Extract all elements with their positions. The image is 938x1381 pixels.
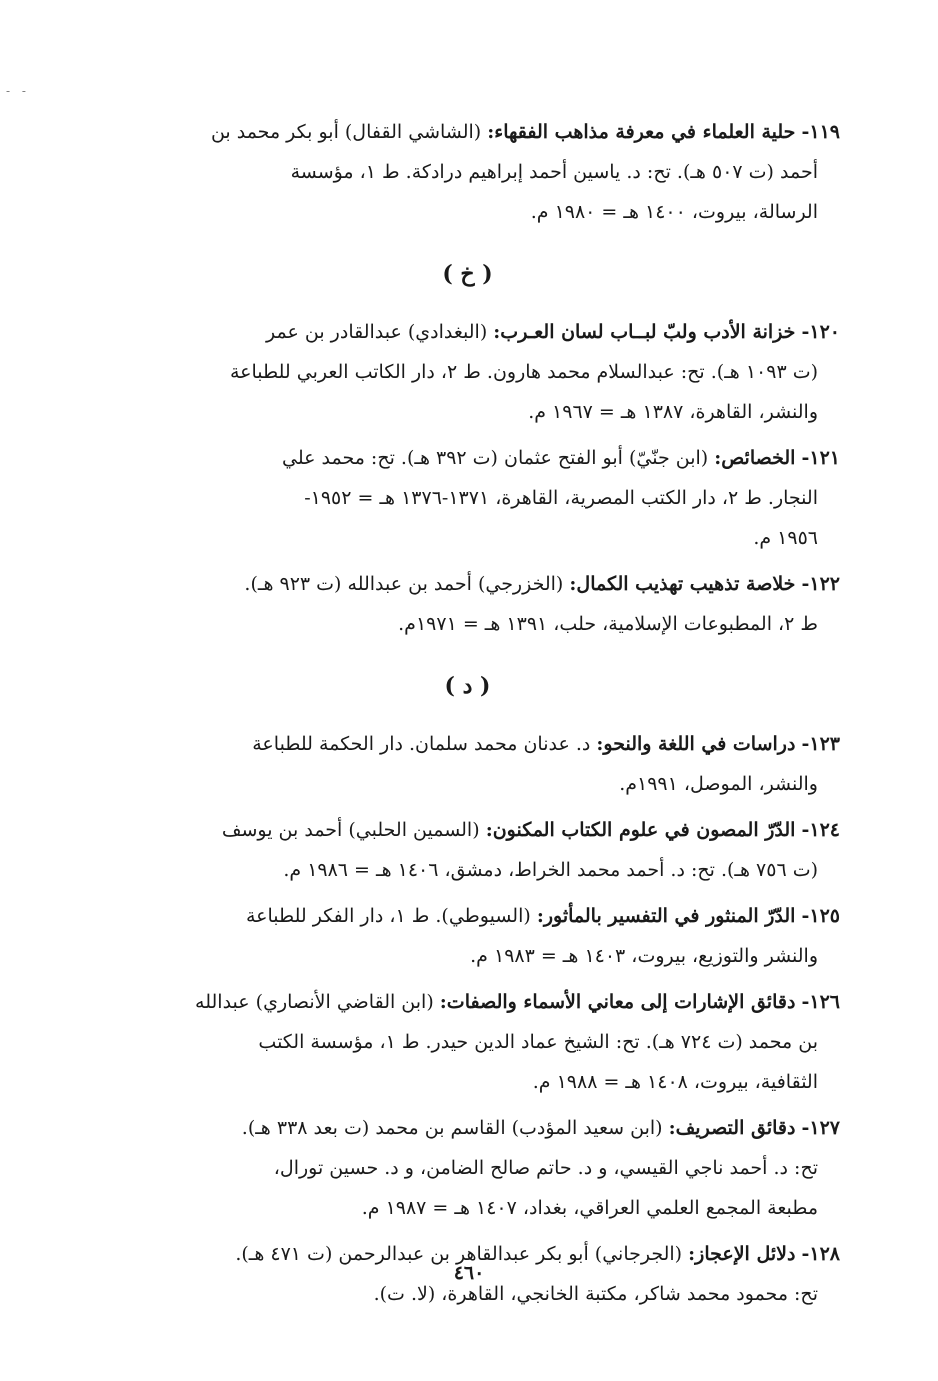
bibliography-page (95, 112, 840, 1320)
entry-number: ١٢١- (801, 447, 840, 469)
entry-text: ١٩٥٦ م. (753, 527, 818, 549)
entry-title: الخصائص: (714, 447, 796, 469)
entry-text: الثقافية، بيروت، ١٤٠٨ هـ = ١٩٨٨ م. (532, 1071, 818, 1093)
entry-text: (الخزرجي) أحمد بن عبدالله (ت ٩٢٣ هـ). (244, 573, 564, 595)
entry-text: تح: محمود محمد شاكر، مكتبة الخانجي، القاهرة، (لا. ت). (373, 1283, 818, 1305)
entry-text: (ابن القاضي الأنصاري) عبدالله (195, 991, 434, 1013)
entry-number: ١٢٥- (801, 905, 840, 927)
bibliography-entry-124 (95, 810, 840, 890)
entry-text: (البغدادي) عبدالقادر بن عمر (266, 321, 488, 343)
entry-title: دراسات في اللغة والنحو: (596, 733, 796, 755)
entry-text: بن محمد (ت ٧٢٤ هـ). تح: الشيخ عماد الدين حيدر. ط ١، مؤسسة الكتب (258, 1031, 818, 1053)
entry-number: ١١٩- (801, 121, 840, 143)
entry-number: ١٢٨- (801, 1243, 840, 1265)
entry-title: دقائق التصريف: (668, 1117, 796, 1139)
bibliography-entry-123 (95, 724, 840, 804)
section-heading-dal: ( د ) (444, 673, 491, 699)
entry-title: دلائل الإعجاز: (688, 1243, 796, 1265)
entry-text: أحمد (ت ٥٠٧ هـ). تح: د. ياسين أحمد إبراهيم درادكة. ط ١، مؤسسة (290, 161, 818, 183)
scan-mark: - - (6, 84, 30, 98)
entry-text: (الشاشي القفال) أبو بكر محمد بن (210, 121, 482, 143)
bibliography-entry-120 (95, 312, 840, 432)
bibliography-entry-119 (95, 112, 840, 232)
entry-text: النجار. ط ٢، دار الكتب المصرية، القاهرة، ١٣٧١-١٣٧٦ هـ = ١٩٥٢- (304, 487, 818, 509)
entry-title: الدّرّ المصون في علوم الكتاب المكنون: (485, 819, 796, 841)
entry-text: (ت ١٠٩٣ هـ). تح: عبدالسلام محمد هارون. ط ٢، دار الكاتب العربي للطباعة (229, 361, 818, 383)
bibliography-entry-121 (95, 438, 840, 558)
entry-number: ١٢٦- (801, 991, 840, 1013)
entry-text: (ابن سعيد المؤدب) القاسم بن محمد (ت بعد ٣٣٨ هـ). (241, 1117, 663, 1139)
entry-text: (السيوطي). ط ١، دار الفكر للطباعة (245, 905, 531, 927)
entry-title: خزانة الأدب ولبّ لبــاب لسان العـرب: (493, 321, 796, 343)
entry-title: حلية العلماء في معرفة مذاهب الفقهاء: (487, 121, 796, 143)
entry-text: والنشر والتوزيع، بيروت، ١٤٠٣ هـ = ١٩٨٣ م. (470, 945, 818, 967)
entry-number: ١٢٢- (801, 573, 840, 595)
entry-number: ١٢٠- (801, 321, 840, 343)
entry-text: والنشر، الموصل، ١٩٩١م. (619, 773, 818, 795)
bibliography-entry-122 (95, 564, 840, 644)
entry-number: ١٢٣- (801, 733, 840, 755)
entry-text: (الجرجاني) أبو بكر عبدالقاهر بن عبدالرحمن (ت ٤٧١ هـ). (235, 1243, 683, 1265)
section-heading-kha: ( خ ) (442, 261, 493, 287)
entry-text: د. عدنان محمد سلمان. دار الحكمة للطباعة (252, 733, 591, 755)
bibliography-entry-125 (95, 896, 840, 976)
entry-text: (السمين الحلبي) أحمد بن يوسف (221, 819, 480, 841)
entry-title: خلاصة تذهيب تهذيب الكمال: (569, 573, 796, 595)
bibliography-entry-126 (95, 982, 840, 1102)
entry-title: دقائق الإشارات إلى معاني الأسماء والصفات: (439, 991, 796, 1013)
entry-text: ط ٢، المطبوعات الإسلامية، حلب، ١٣٩١ هـ = ١٩٧١م. (398, 613, 818, 635)
page-number: ٤٦٠ (453, 1262, 485, 1284)
entry-text: الرسالة، بيروت، ١٤٠٠ هـ = ١٩٨٠ م. (530, 201, 818, 223)
entry-number: ١٢٧- (801, 1117, 840, 1139)
bibliography-entry-127 (95, 1108, 840, 1228)
entry-text: (ابن جنّيّ) أبو الفتح عثمان (ت ٣٩٢ هـ). تح: محمد علي (281, 447, 709, 469)
entry-text: (ت ٧٥٦ هـ). تح: د. أحمد محمد الخراط، دمشق، ١٤٠٦ هـ = ١٩٨٦ م. (283, 859, 818, 881)
entry-number: ١٢٤- (801, 819, 840, 841)
entry-title: الدّرّ المنثور في التفسير بالمأثور: (536, 905, 796, 927)
entry-text: والنشر، القاهرة، ١٣٨٧ هـ = ١٩٦٧ م. (528, 401, 818, 423)
entry-text: تح: د. أحمد ناجي القيسي، و د. حاتم صالح الضامن، و د. حسين تورال، (273, 1157, 818, 1179)
entry-text: مطبعة المجمع العلمي العراقي، بغداد، ١٤٠٧ هـ = ١٩٨٧ م. (361, 1197, 818, 1219)
